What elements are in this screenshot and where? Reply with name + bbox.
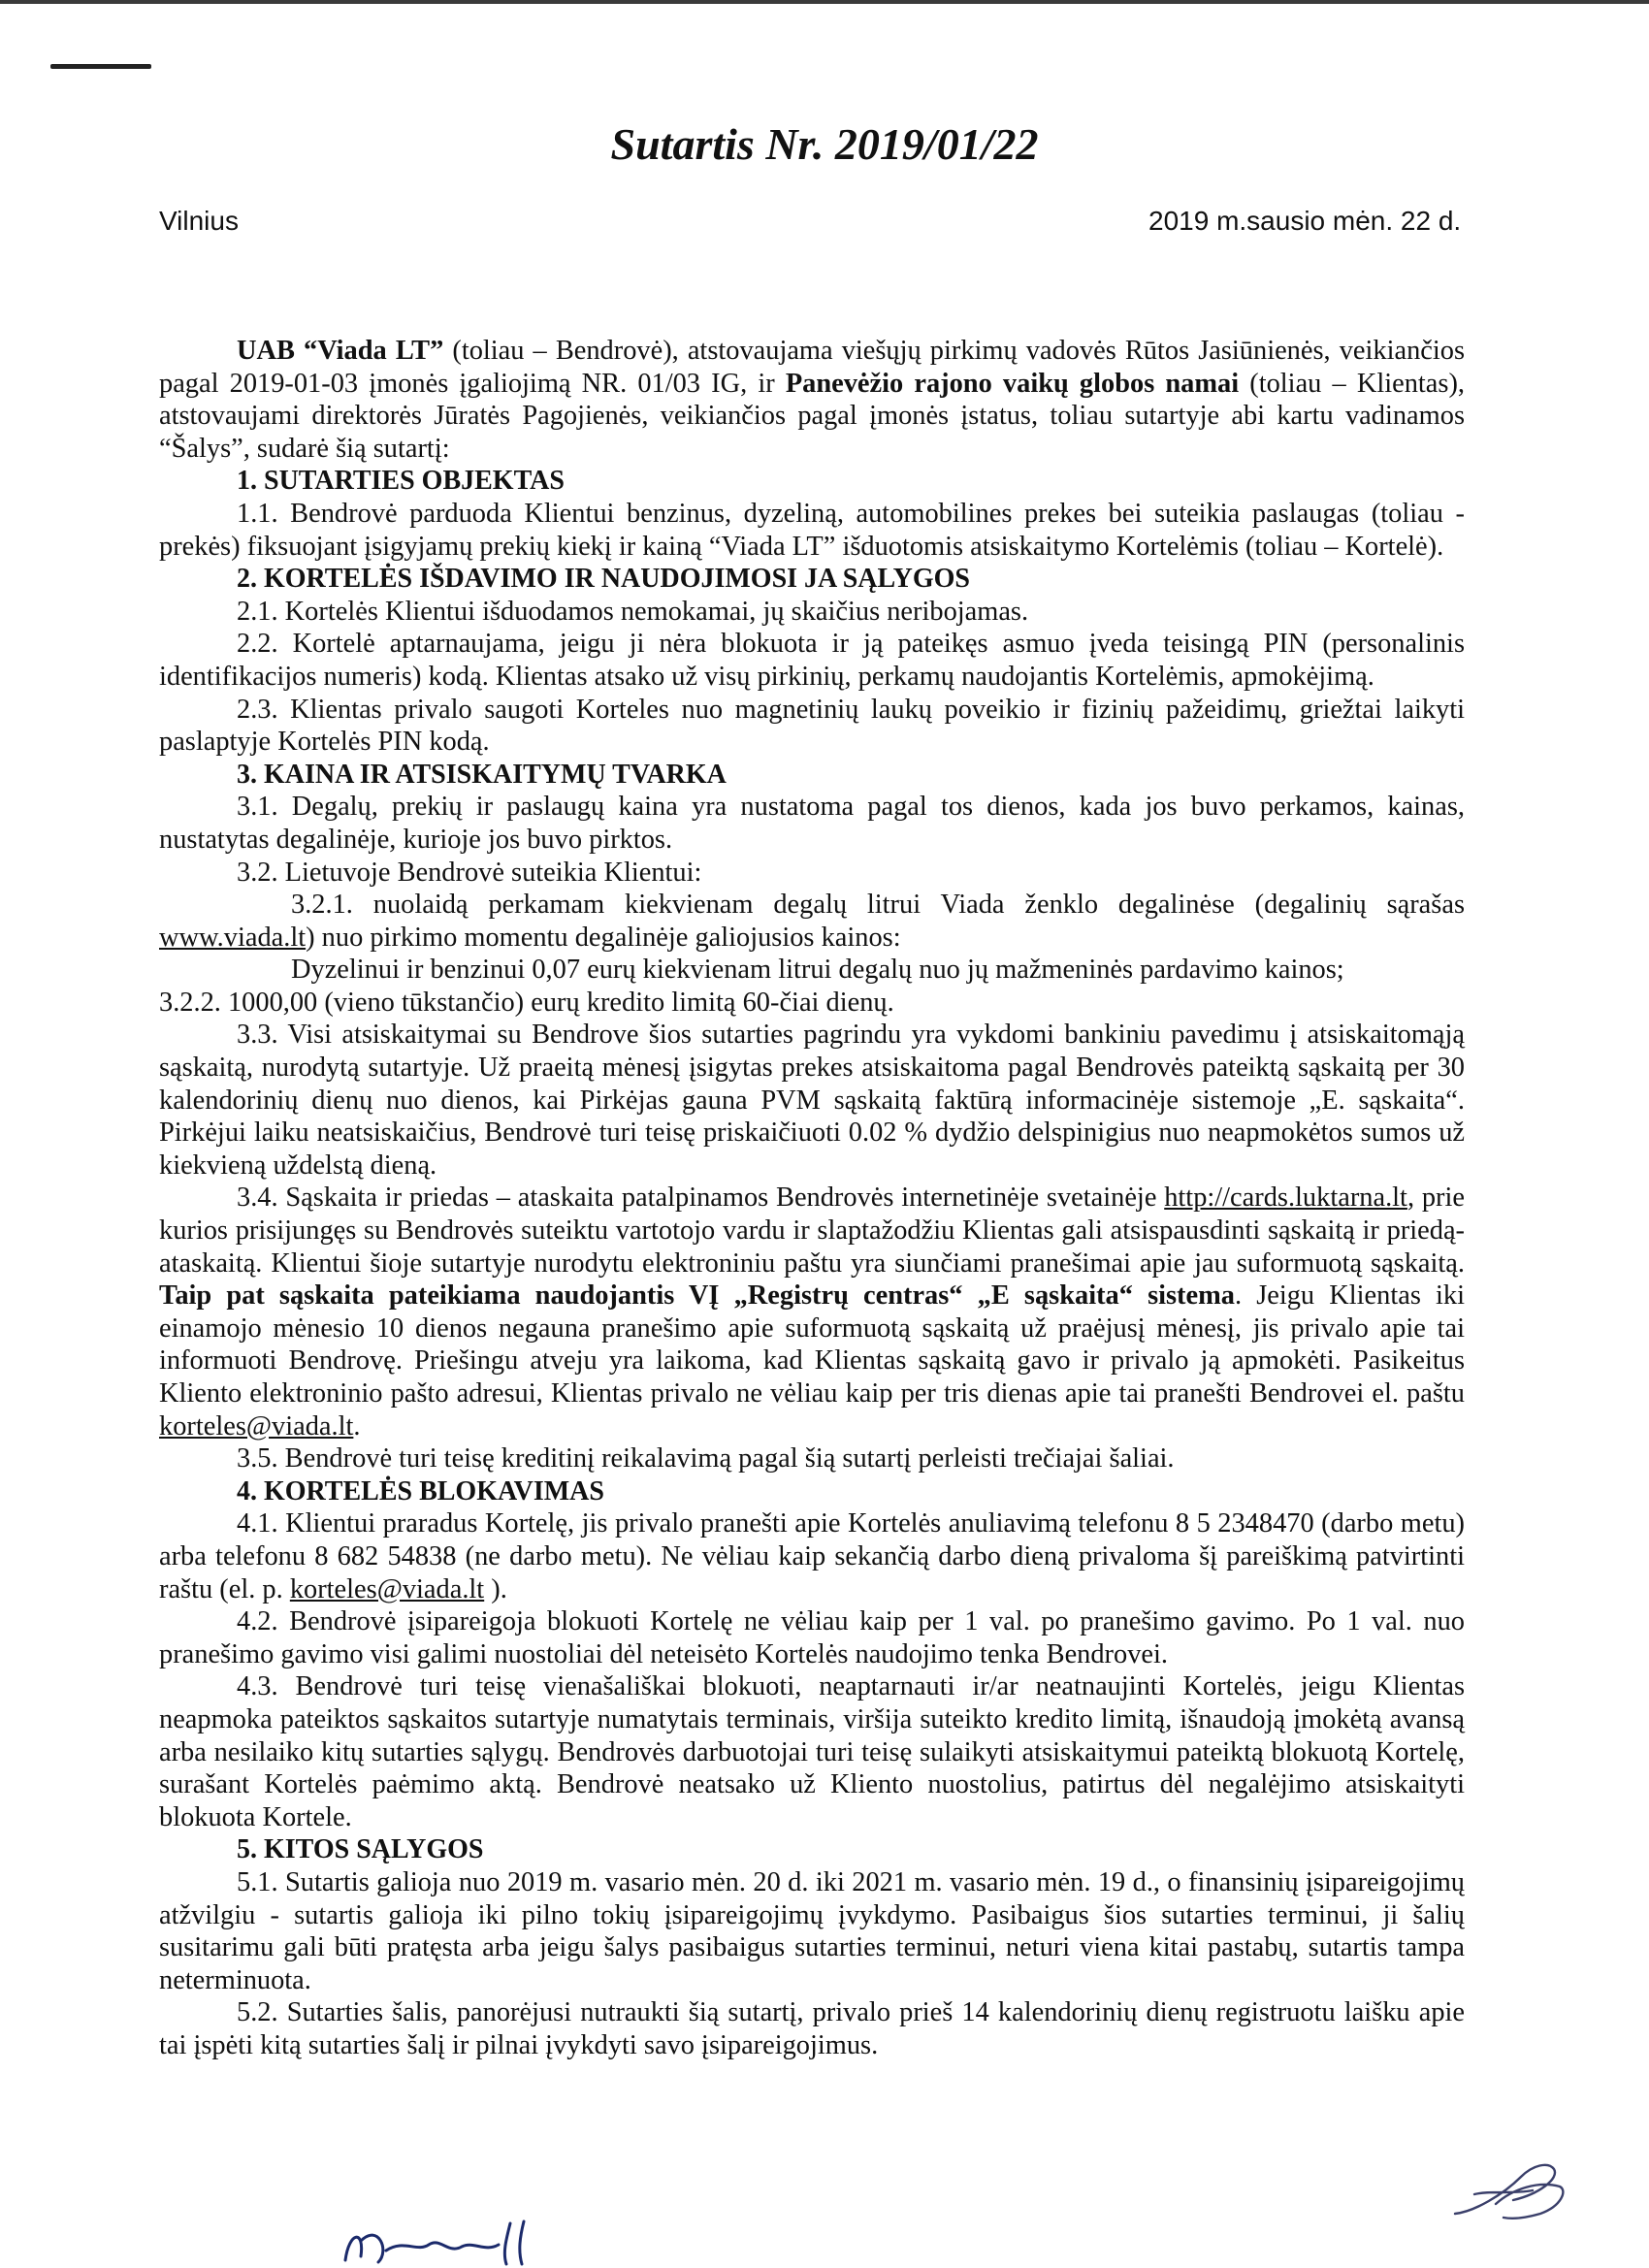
- cards-website-link[interactable]: http://cards.luktarna.lt: [1164, 1183, 1407, 1214]
- clause-2-1: 2.1. Kortelės Klientui išduodamos nemokamai, jų skaičius neribojamas.: [237, 596, 1029, 627]
- section-heading: 5. KITOS SĄLYGOS: [237, 1834, 484, 1865]
- section-heading: 4. KORTELĖS BLOKAVIMAS: [237, 1475, 604, 1507]
- section-heading: 3. KAINA IR ATSISKAITYMŲ TVARKA: [237, 759, 727, 790]
- signature-right: [1445, 2155, 1581, 2223]
- clause-5-2: 5.2. Sutarties šalis, panorėjusi nutraukti šią sutartį, privalo prieš 14 kalendorinių dienų registruotu laišku apie tai įspėti kitą sutarties šalį ir pilnai įvykdyti savo įsipareigojimus.: [159, 1997, 1465, 2060]
- clause-5-1: 5.1. Sutartis galioja nuo 2019 m. vasario mėn. 20 d. iki 2021 m. vasario mėn. 19 d., o finansinių įsipareigojimų atžvilgiu - sutartis galioja iki pilno tokių įsipareigojimų įvykdymo. Pasibaigus šios sutarties terminui, ji šalių susitarimu gali būti pratęsta arba jeigu šalys pasibaigus sutarties terminui, neturi viena kitai pastabų, sutartis tampa neterminuota.: [159, 1866, 1465, 1995]
- viada-website-link[interactable]: www.viada.lt: [159, 922, 307, 953]
- email-link[interactable]: korteles@viada.lt: [159, 1410, 354, 1442]
- clause-2-3: 2.3. Klientas privalo saugoti Korteles nuo magnetinių laukų poveikio ir fizinių pažeidimų, griežtai laikyti paslaptyje Kortelės PIN kodą.: [159, 694, 1465, 758]
- clause-3-3: 3.3. Visi atsiskaitymai su Bendrove šios sutarties pagrindu yra vykdomi bankiniu pavedimu į atsiskaitomąją sąskaitą, nurodytą sutartyje. Už praeitą mėnesį įsigytas prekes atsiskaitoma pagal Bendrovės pateiktą sąskaitą per 30 kalendorinių dienų nuo dienos, kai Pirkėjas gauna PVM sąskaitą faktūrą informacinėje sistemoje „E. sąskaita“. Pirkėjui laiku neatsiskaičius, Bendrovė turi teisę priskaičiuoti 0.02 % dydžio delspinigius nuo neapmokėtos sumos už kiekvieną uždelstą dieną.: [159, 1020, 1465, 1181]
- clause-3-4: 3.4. Sąskaita ir priedas – ataskaita patalpinamos Bendrovės internetinėje svetainėje http://cards.luktarna.lt, prie kurios prisijungęs su Bendrovės suteiktu vartotojo vardu ir slaptažodžiu Klientas gali atsispausdinti sąskaitą ir priedą-ataskaitą. Klientui šioje sutartyje nurodytu elektroniniu paštu yra siunčiami pranešimai apie jau suformuotą sąskaitą. Taip pat sąskaita pateikiama naudojantis VĮ „Registrų centras“ „E sąskaita“ sistema. Jeigu Klientas iki einamojo mėnesio 10 dienos negauna pranešimo apie suformuotą sąskaitą už praėjusį mėnesį, jis privalo apie tai informuoti Bendrovę. Priešingu atveju yra laikoma, kad Klientas sąskaitą gavo ir privalo ją apmokėti. Pasikeitus Kliento elektroninio pašto adresui, Klientas privalo ne vėliau kaip per tris dienas apie tai pranešti Bendrovei el. paštu korteles@viada.lt.: [159, 1183, 1465, 1442]
- clause-3-2-1: 3.2.1. nuolaidą perkamam kiekvienam degalų litrui Viada ženklo degalinėse (degalinių sąrašas www.viada.lt) nuo pirkimo momentu degalinėje galiojusios kainos:: [159, 890, 1465, 953]
- clause-3-1: 3.1. Degalų, prekių ir paslaugų kaina yra nustatoma pagal tos dienos, kada jos buvo perkamos, kainas, nustatytas degalinėje, kurioje jos buvo pirktos.: [159, 792, 1465, 855]
- clause-4-3: 4.3. Bendrovė turi teisę vienašališkai blokuoti, neaptarnauti ir/ar neatnaujinti Kortelės, jeigu Klientas neapmoka pateiktos sąskaitos sutartyje numatytais terminais, viršija suteikto kredito limitą, išnaudoją įmokėtą avansą arba nesilaiko kitų sutarties sąlygų. Bendrovės darbuotojai turi teisę sulaikyti atsiskaitymui pateiktą blokuotą Kortelę, surašant Kortelės paėmimo aktą. Bendrovė neatsako už Kliento nuostolius, patirtus dėl negalėjimo atsiskaityti blokuota Kortele.: [159, 1671, 1465, 1832]
- clause-2-2: 2.2. Kortelė aptarnaujama, jeigu ji nėra blokuota ir ją pateikęs asmuo įveda teisingą PIN (personalinis identifikacijos numeris) kodą. Klientas atsako už visų pirkinių, perkamų naudojantis Kortelėmis, apmokėjimą.: [159, 629, 1465, 692]
- document-title: Sutartis Nr. 2019/01/22: [610, 119, 1039, 169]
- section-heading: 1. SUTARTIES OBJEKTAS: [237, 466, 565, 497]
- clause-4-2: 4.2. Bendrovė įsipareigoja blokuoti Kortelę ne vėliau kaip per 1 val. po pranešimo gavimo. Po 1 val. nuo pranešimo gavimo visi galimi nuostoliai dėl neteisėto Kortelės naudojimo tenka Bendrovei.: [159, 1606, 1465, 1669]
- section-heading: 2. KORTELĖS IŠDAVIMO IR NAUDOJIMOSI JA SĄLYGOS: [237, 564, 970, 595]
- intro-paragraph: UAB “Viada LT” (toliau – Bendrovė), atstovaujama viešųjų pirkimų vadovės Rūtos Jasiūnienės, veikiančios pagal 2019-01-03 įmonės įgaliojimą NR. 01/03 IG, ir Panevėžio rajono vaikų globos namai (toliau – Klientas), atstovaujami direktorės Jūratės Pagojienės, veikiančios pagal įmonės įstatus, toliau sutartyje abi kartu vadinamos “Šalys”, sudarė šią sutartį:: [159, 336, 1466, 464]
- clause-3-2-2: 3.2.2. 1000,00 (vieno tūkstančio) eurų kredito limitą 60-čiai dienų.: [159, 987, 894, 1018]
- clause-3-5: 3.5. Bendrovė turi teisę kreditinį reikalavimą pagal šią sutartį perleisti trečiajai šaliai.: [237, 1443, 1175, 1474]
- email-link[interactable]: korteles@viada.lt: [289, 1573, 485, 1604]
- discount-line: Dyzelinui ir benzinui 0,07 eurų kiekvienam litrui degalų nuo jų mažmeninės pardavimo kainos;: [291, 955, 1344, 986]
- contract-date: 2019 m.sausio mėn. 22 d.: [1148, 206, 1462, 236]
- scan-top-edge: [0, 0, 1649, 4]
- clause-1-1: 1.1. Bendrovė parduoda Klientui benzinus, dyzeliną, automobilines prekes bei suteikia paslaugas (toliau - prekės) fiksuojant įsigyjamų prekių kiekį ir kainą “Viada LT” išduotomis atsiskaitymo Kortelėmis (toliau – Kortelė).: [159, 498, 1465, 562]
- clause-4-1: 4.1. Klientui praradus Kortelę, jis privalo pranešti apie Kortelės anuliavimą telefonu 8 5 2348470 (darbo metu) arba telefonu 8 682 54838 (ne darbo metu). Ne vėliau kaip sekančią darbo dieną privaloma šį pareiškimą patvirtinti raštu (el. p. korteles@viada.lt ).: [159, 1508, 1465, 1604]
- contract-city: Vilnius: [159, 206, 239, 236]
- scan-mark: [50, 64, 151, 69]
- contract-body: [159, 335, 1465, 2061]
- signature-left: [340, 2212, 553, 2268]
- clause-3-2: 3.2. Lietuvoje Bendrovė suteikia Klientui:: [237, 857, 702, 888]
